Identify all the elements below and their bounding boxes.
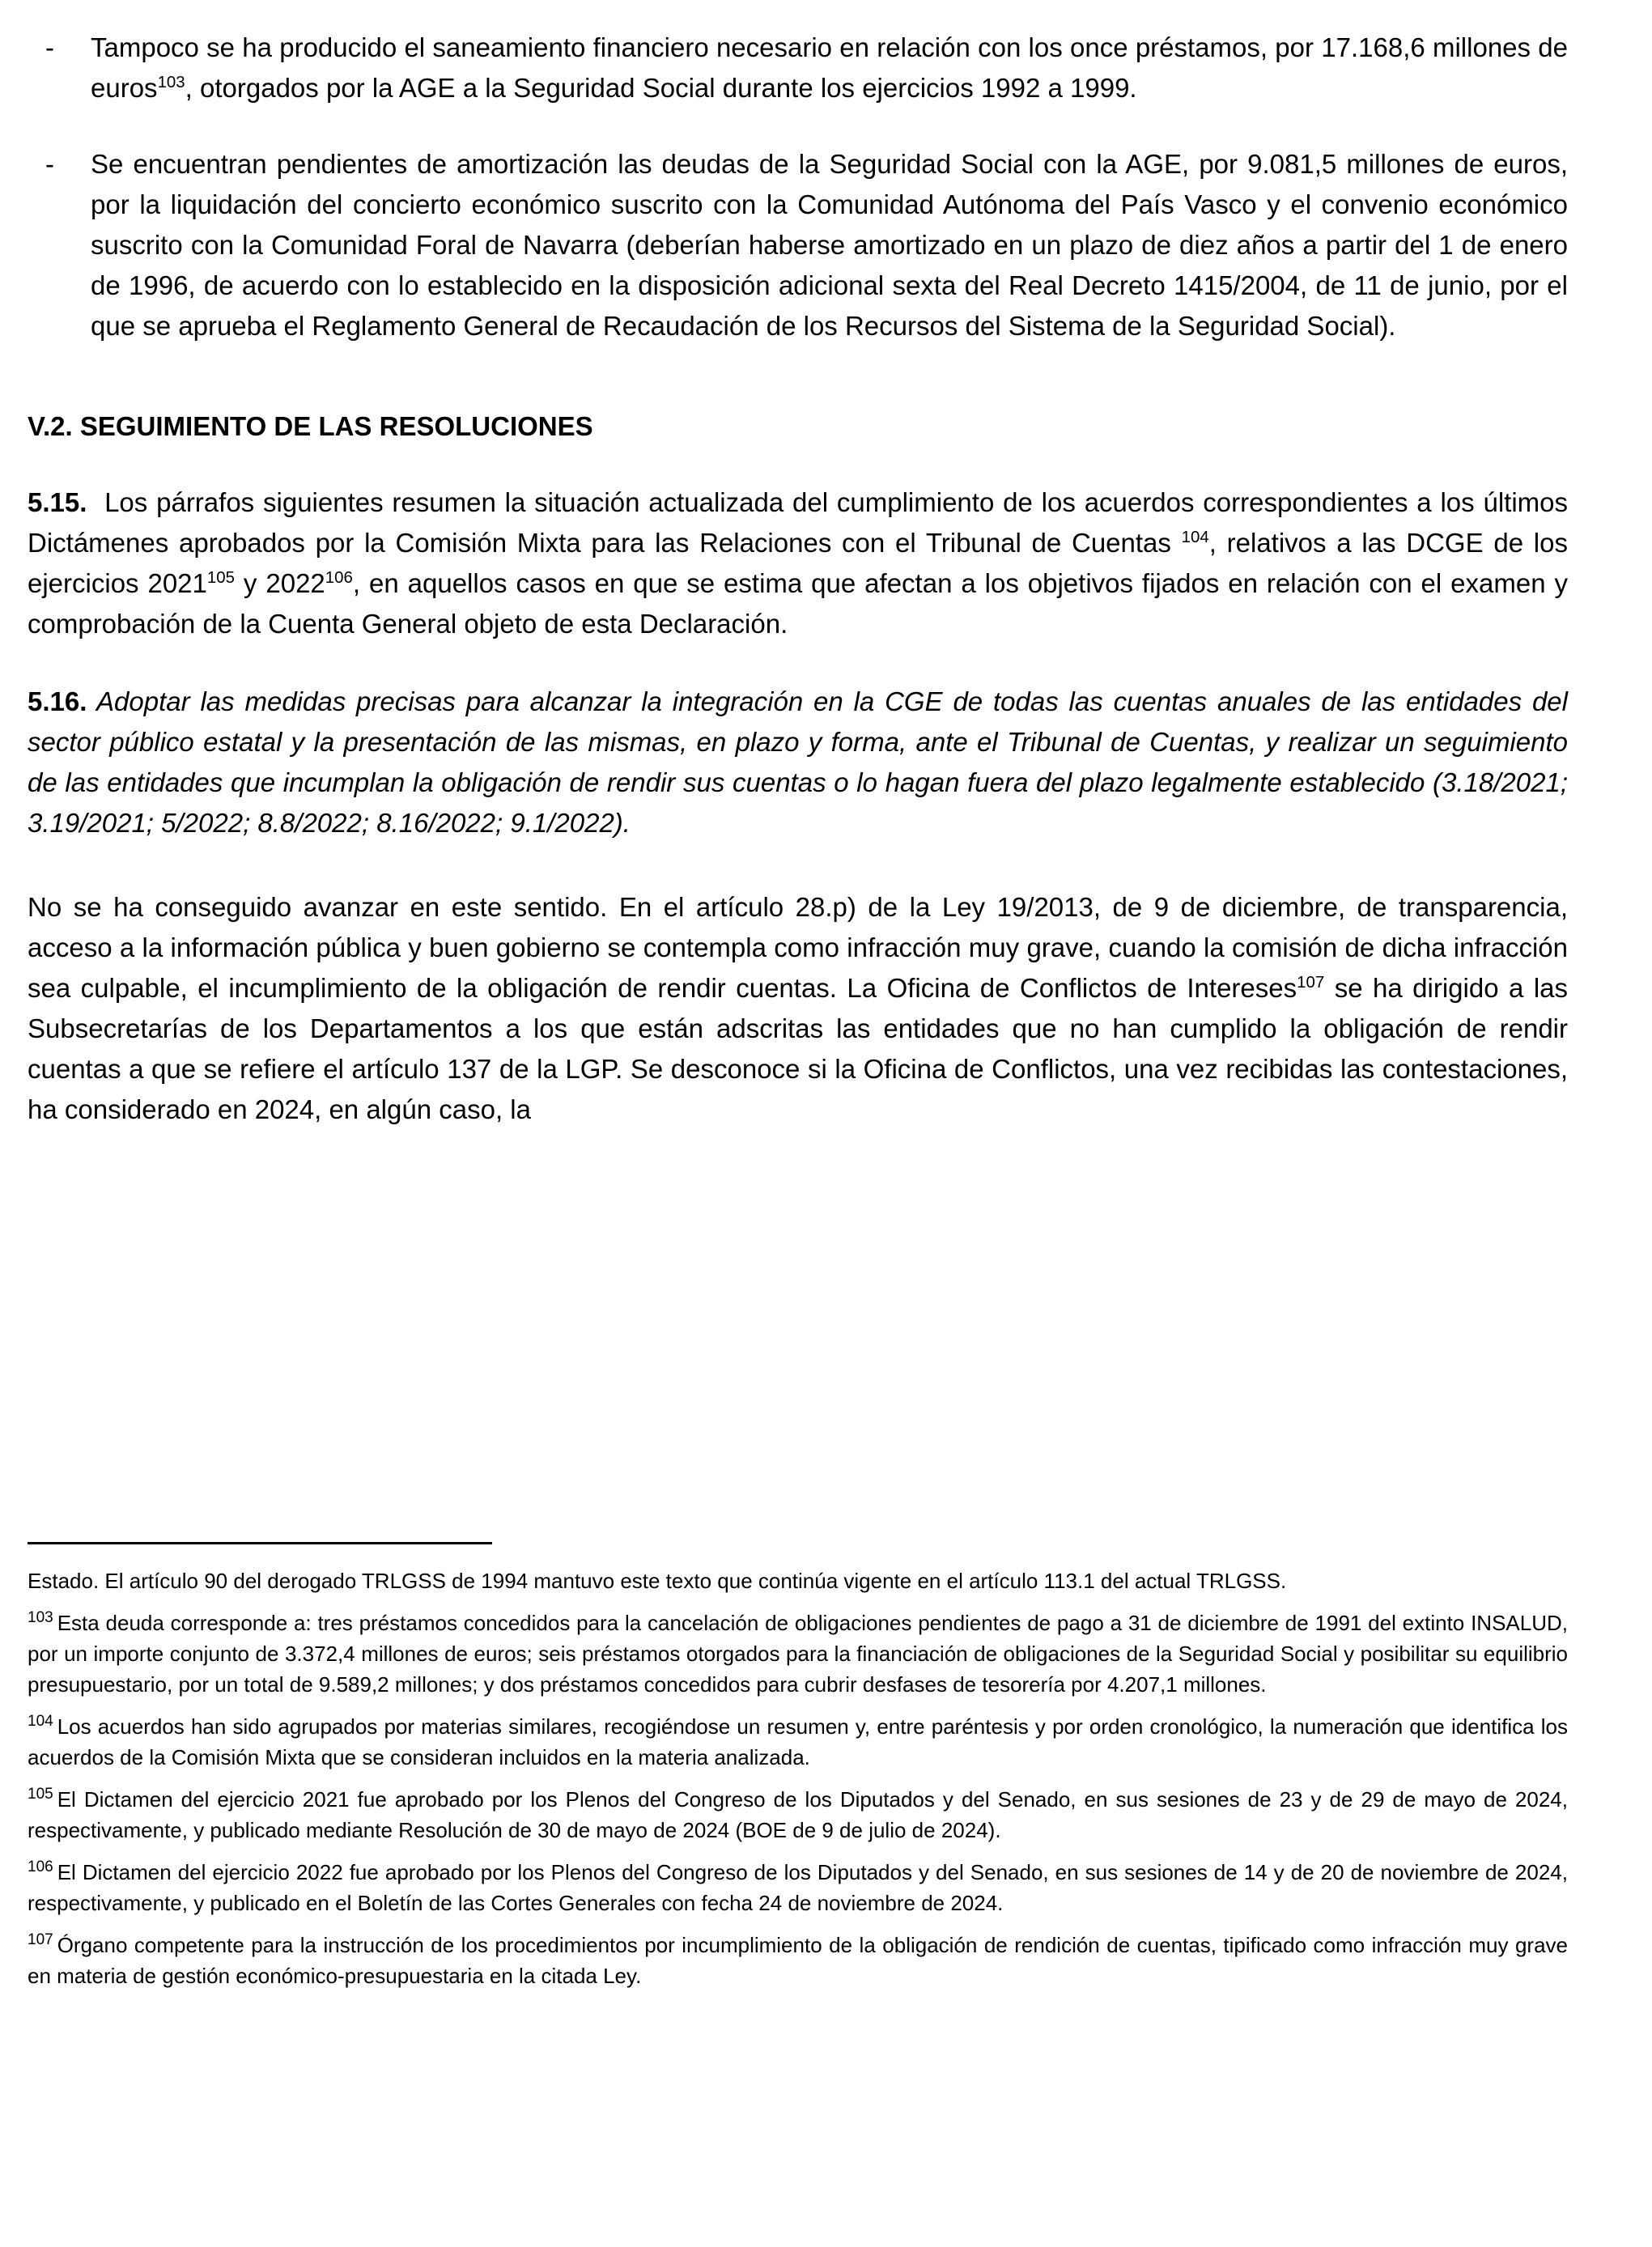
footnote-105	[28, 1784, 1568, 1846]
paragraph-5-15	[28, 482, 1568, 644]
footnote-marker: 103	[28, 1609, 53, 1627]
section-heading: V.2. SEGUIMIENTO DE LAS RESOLUCIONES	[28, 411, 593, 441]
bullet-marker: -	[45, 149, 54, 179]
body-paragraph-part-2: se ha dirigido a las Subsecretarías de los Departamentos a los que están adscritas las entidades que no han cumplido la obligación de rendir cuentas a que se refiere el artículo 137 de la LGP. Se desconoce si la Oficina de Conflictos, una vez recibidas las contestaciones, ha considerado en 2024, en algún caso, la	[28, 973, 1568, 1124]
footnote-marker: 104	[28, 1713, 53, 1731]
paragraph-text-part-4: , en aquellos casos en que se estima que afectan a los objetivos fijados en relación con el examen y comprobación de la Cuenta General objeto de esta Declaración.	[28, 568, 1568, 639]
footnote-text: Los acuerdos han sido agrupados por materias similares, recogiéndose un resumen y, entre paréntesis y por orden cronológico, la numeración que identifica los acuerdos de la Comisión Mixta que se consideran incluidos en la materia analizada.	[28, 1714, 1568, 1769]
list-item	[28, 28, 1568, 108]
bullet-marker: -	[45, 32, 54, 62]
footnote-zone	[28, 1542, 1568, 1991]
paragraph-text-part-3: y 2022	[235, 568, 325, 598]
footnote-ref-103[interactable]: 103	[157, 73, 185, 91]
footnote-text: El Dictamen del ejercicio 2021 fue aprobado por los Plenos del Congreso de los Diputados y del Senado, en sus sesiones de 23 y de 29 de mayo de 2024, respectivamente, y publicado mediante Resolución de 30 de mayo de 2024 (BOE de 9 de julio de 2024).	[28, 1787, 1568, 1842]
bullet-text-part-2: , otorgados por la AGE a la Seguridad Social durante los ejercicios 1992 a 1999.	[185, 73, 1137, 103]
footnote-text: Esta deuda corresponde a: tres préstamos concedidos para la cancelación de obligaciones pendientes de pago a 31 de diciembre de 1991 del extinto INSALUD, por un importe conjunto de 3.372,4 millones de euros; seis préstamos otorgados para la financiación de obligaciones de la Seguridad Social y posibilitar su equilibrio presupuestario, por un total de 9.589,2 millones; y dos préstamos concedidos para cubrir desfases de tesorería por 4.207,1 millones.	[28, 1611, 1568, 1697]
paragraph-number: 5.15.	[28, 487, 87, 517]
footnote-107	[28, 1930, 1568, 1991]
list-item	[28, 144, 1568, 346]
body-paragraph	[28, 887, 1568, 1130]
bullet-text-part-1: Tampoco se ha producido el saneamiento financiero necesario en relación con los once préstamos, por 17.168,6 millones de euros	[91, 32, 1568, 103]
footnote-ref-104[interactable]: 104	[1181, 528, 1209, 546]
bullet-list	[28, 28, 1568, 346]
paragraph-text-part-1: Los párrafos siguientes resumen la situación actualizada del cumplimiento de los acuerdos correspondientes a los últimos Dictámenes aprobados por la Comisión Mixta para las Relaciones con el Tribunal de Cuentas	[28, 487, 1568, 558]
bullet-text	[91, 28, 1568, 108]
footnote-ref-107[interactable]: 107	[1297, 973, 1325, 992]
footnote-marker: 107	[28, 1931, 53, 1949]
footnote-separator-rule	[28, 1542, 492, 1544]
footnote-ref-106[interactable]: 106	[325, 568, 353, 587]
footnote-continuation	[28, 1565, 1568, 1596]
footnote-marker: 105	[28, 1786, 53, 1803]
footnote-text: El Dictamen del ejercicio 2022 fue aprobado por los Plenos del Congreso de los Diputados y del Senado, en sus sesiones de 14 y de 20 de noviembre de 2024, respectivamente, y publicado en el Boletín de las Cortes Generales con fecha 24 de noviembre de 2024.	[28, 1860, 1568, 1915]
page-body	[28, 28, 1568, 1130]
footnote-marker: 106	[28, 1858, 53, 1876]
paragraph-5-16	[28, 682, 1568, 843]
footnote-106	[28, 1857, 1568, 1918]
footnote-103	[28, 1608, 1568, 1700]
paragraph-number: 5.16.	[28, 686, 87, 716]
footnote-104	[28, 1711, 1568, 1773]
paragraph-text: Adoptar las medidas precisas para alcanzar la integración en la CGE de todas las cuentas anuales de las entidades del sector público estatal y la presentación de las mismas, en plazo y forma, ante el Tribunal de Cuentas, y realizar un seguimiento de las entidades que incumplan la obligación de rendir sus cuentas o lo hagan fuera del plazo legalmente establecido (3.18/2021; 3.19/2021; 5/2022; 8.8/2022; 8.16/2022; 9.1/2022).	[28, 686, 1568, 838]
bullet-text: Se encuentran pendientes de amortización las deudas de la Seguridad Social con la AGE, por 9.081,5 millones de euros, por la liquidación del concierto económico suscrito con la Comunidad Autónoma del País Vasco y el convenio económico suscrito con la Comunidad Foral de Navarra (deberían haberse amortizado en un plazo de diez años a partir del 1 de enero de 1996, de acuerdo con lo establecido en la disposición adicional sexta del Real Decreto 1415/2004, de 11 de junio, por el que se aprueba el Reglamento General de Recaudación de los Recursos del Sistema de la Seguridad Social).	[91, 149, 1568, 341]
body-paragraph-part-1: No se ha conseguido avanzar en este sentido. En el artículo 28.p) de la Ley 19/2013, de 9 de diciembre, de transparencia, acceso a la información pública y buen gobierno se contempla como infracción muy grave, cuando la comisión de dicha infracción sea culpable, el incumplimiento de la obligación de rendir cuentas. La Oficina de Conflictos de Intereses	[28, 892, 1568, 1003]
footnote-text: Órgano competente para la instrucción de los procedimientos por incumplimiento de la obligación de rendición de cuentas, tipificado como infracción muy grave en materia de gestión económico-presupuestaria en la citada Ley.	[28, 1933, 1568, 1988]
paragraph-text-part-2: , relativos a las DCGE de los ejercicios 2021	[28, 528, 1568, 598]
footnote-text: Estado. El artículo 90 del derogado TRLGSS de 1994 mantuvo este texto que continúa vigente en el artículo 113.1 del actual TRLGSS.	[28, 1569, 1287, 1593]
footnote-ref-105[interactable]: 105	[206, 568, 235, 587]
